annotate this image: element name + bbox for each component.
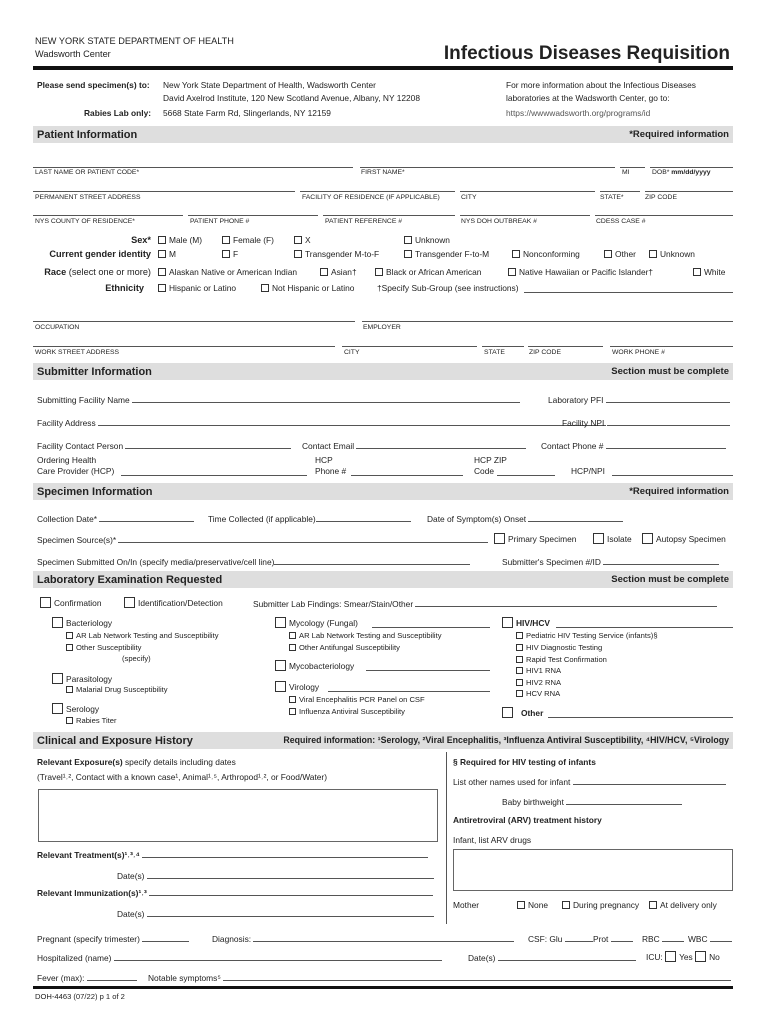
clinical-required-note: Required information: ¹Serology, ²Viral Encephalitis, ³Influenza Antiviral Susceptibility, ⁴HIV/HCV, ⁵Virology [283,735,729,745]
cdess-label: CDESS CASE # [596,218,646,225]
race-black[interactable]: Black or African American [375,268,481,276]
ordering-hcp-label2: Care Provider (HCP) [37,466,115,476]
bact-specify-label: (specify) [122,654,151,663]
work-street-label: WORK STREET ADDRESS [35,349,120,356]
exposure-box[interactable] [38,789,438,842]
exposure-label: Relevant Exposure(s) [37,757,123,767]
hiv-rapid-option[interactable]: Rapid Test Confirmation [516,656,607,664]
facility-residence-field[interactable] [300,191,455,192]
outbreak-label: NYS DOH OUTBREAK # [461,218,537,225]
immunization-label: Relevant Immunization(s)¹˒³ [37,888,147,898]
state-field[interactable] [600,191,640,192]
hcp-zip-field[interactable] [497,475,555,476]
race-native-american[interactable]: Alaskan Native or American Indian [158,268,297,276]
dob-field[interactable] [650,167,733,168]
first-name-label: FIRST NAME* [361,169,405,176]
pregnant-field[interactable] [142,934,189,942]
lab-pfi-label: Laboratory PFI [548,395,604,405]
header-rule [33,66,733,70]
send-line1: New York State Department of Health, Wadsworth Center [163,80,376,90]
mycology-line[interactable] [372,627,490,628]
mycobacteriology-line[interactable] [366,670,490,671]
primary-specimen-option[interactable]: Primary Specimen [494,533,576,544]
city-label: CITY [461,194,477,201]
icu-yes-option[interactable]: Yes [665,952,693,962]
sex-unknown[interactable]: Unknown [404,236,450,244]
findings-label: Submitter Lab Findings: Smear/Stain/Other [253,599,414,609]
submitter-id-field[interactable] [603,557,719,565]
contact-person-label: Facility Contact Person [37,441,124,451]
last-name-label: LAST NAME OR PATIENT CODE* [35,169,140,176]
arv-history-label: Antiretroviral (ARV) treatment history [453,815,602,825]
wbc-field[interactable] [710,934,732,942]
employer-field[interactable] [362,321,733,322]
mi-label: MI [622,169,630,176]
viro-encephalitis-option[interactable]: Viral Encephalitis PCR Panel on CSF [289,696,425,704]
confirmation-option[interactable]: Confirmation [40,597,101,608]
findings-field[interactable] [415,599,717,607]
street-label: PERMANENT STREET ADDRESS [35,194,141,201]
occupation-field[interactable] [33,321,355,322]
patient-required-note: *Required information [629,129,729,140]
serology-option[interactable]: Serology [52,703,99,714]
state-label: STATE* [600,194,624,201]
diagnosis-field[interactable] [253,934,514,942]
immunization-dates-label: Date(s) [117,909,145,919]
outbreak-field[interactable] [460,215,590,216]
gender-f[interactable]: F [222,250,238,258]
lab-pfi-field[interactable] [606,395,730,403]
hcp-npi-label: HCP/NPI [571,466,605,476]
race-hint: (select one or more) [68,267,151,277]
gender-label: Current gender identity [49,249,151,259]
work-zip-field[interactable] [528,346,603,347]
myco-other-option[interactable]: Other Antifungal Susceptibility [289,644,400,652]
subgroup-field[interactable] [524,292,733,293]
bacteriology-option[interactable]: Bacteriology [52,617,112,628]
cdess-field[interactable] [595,215,733,216]
identification-option[interactable]: Identification/Detection [124,597,223,608]
race-asian[interactable]: Asian† [320,268,357,276]
work-phone-label: WORK PHONE # [612,349,665,356]
rbc-label: RBC [642,934,660,944]
csf-glu-field[interactable] [565,934,593,942]
facility-npi-field[interactable] [607,418,730,426]
subgroup-label: †Specify Sub-Group (see instructions) [377,283,519,293]
gender-unknown[interactable]: Unknown [649,250,695,258]
employer-label: EMPLOYER [363,324,401,331]
work-city-field[interactable] [342,346,477,347]
submitted-in-field[interactable] [274,557,470,565]
county-label: NYS COUNTY OF RESIDENCE* [35,218,135,225]
submitter-required-note: Section must be complete [611,366,729,377]
hospitalized-label: Hospitalized (name) [37,953,112,963]
contact-phone-field[interactable] [606,441,726,449]
hosp-dates-label: Date(s) [468,953,496,963]
checkbox[interactable] [158,236,166,244]
specimen-section-title: Specimen Information [37,486,153,498]
time-collected-field[interactable] [316,514,411,522]
other-option[interactable]: Other [502,707,543,718]
hcp-phone-field[interactable] [351,475,463,476]
dept-name: NEW YORK STATE DEPARTMENT OF HEALTH [35,36,234,46]
fever-field[interactable] [87,973,137,981]
birthweight-label: Baby birthweight [502,797,564,807]
hiv-hcv-option[interactable]: HIV/HCV [502,617,550,628]
rbc-field[interactable] [662,934,684,942]
contact-email-field[interactable] [356,441,526,449]
clinical-divider [446,752,447,924]
treatment-dates-label: Date(s) [117,871,145,881]
patient-section-title: Patient Information [37,129,138,141]
rabies-label: Rabies Lab only: [84,108,152,118]
mother-delivery-option[interactable]: At delivery only [649,901,717,909]
exposure-examples: (Travel¹˒², Contact with a known case¹, Animal¹˒⁵, Arthropod¹˒², or Food/Water) [37,772,328,782]
prot-field[interactable] [611,934,633,942]
icu-label: ICU: [646,952,663,962]
zip-label: ZIP CODE [645,194,677,201]
viro-influenza-option[interactable]: Influenza Antiviral Susceptibility [289,708,405,716]
sex-x[interactable]: X [294,236,311,244]
hiv-infant-note: § Required for HIV testing of infants [453,757,596,767]
immunization-dates-field[interactable] [147,909,434,917]
clinical-section-title: Clinical and Exposure History [37,735,193,747]
facility-address-label: Facility Address [37,418,96,428]
treatment-dates-field[interactable] [147,871,434,879]
onset-field[interactable] [528,514,623,522]
race-pacific-islander[interactable]: Native Hawaiian or Pacific Islander† [508,268,653,276]
form-code: DOH-4463 (07/22) p 1 of 2 [35,992,125,1001]
hcp-zip-label2: Code [474,466,495,476]
facility-npi-label: Facility NPI [562,418,605,428]
bact-other-option[interactable]: Other Susceptibility [66,644,141,652]
treatment-field[interactable] [142,850,428,858]
other-names-field[interactable] [573,777,726,785]
occupation-label: OCCUPATION [35,324,80,331]
lab-required-note: Section must be complete [611,574,729,585]
work-phone-field[interactable] [610,346,733,347]
submitter-section-bar [33,363,733,380]
hosp-dates-field[interactable] [498,953,636,961]
pregnant-label: Pregnant (specify trimester) [37,934,140,944]
gender-trans-ftm[interactable]: Transgender F-to-M [404,250,489,258]
mycology-option[interactable]: Mycology (Fungal) [275,617,358,628]
immunization-field[interactable] [149,888,433,896]
info-line2: laboratories at the Wadsworth Center, go to: [506,93,670,103]
rabies-address: 5668 State Farm Rd, Slingerlands, NY 12159 [163,108,331,118]
hcp-zip-label1: HCP ZIP [474,455,507,465]
specimen-source-field[interactable] [118,535,488,543]
specimen-required-note: *Required information [629,486,729,497]
icu-no-option[interactable]: No [695,952,720,962]
street-field[interactable] [33,191,295,192]
ethnicity-label: Ethnicity [105,283,144,293]
collection-date-label: Collection Date* [37,514,98,524]
hcp-npi-field[interactable] [612,475,733,476]
virology-line[interactable] [328,691,490,692]
gender-trans-mtf[interactable]: Transgender M-to-F [294,250,379,258]
hcp-phone-label2: Phone # [315,466,347,476]
patient-phone-label: PATIENT PHONE # [190,218,250,225]
fever-label: Fever (max): [37,973,85,983]
diagnosis-label: Diagnosis: [212,934,252,944]
hiv-pediatric-option[interactable]: Pediatric HIV Testing Service (infants)§ [516,632,658,640]
sex-label: Sex* [131,235,151,245]
gender-other[interactable]: Other [604,250,636,258]
work-state-field[interactable] [482,346,524,347]
patient-ref-label: PATIENT REFERENCE # [325,218,403,225]
clinical-section-bar [33,732,733,749]
specimen-source-label: Specimen Source(s)* [37,535,117,545]
autopsy-option[interactable]: Autopsy Specimen [642,533,726,544]
dob-format: mm/dd/yyyy [671,169,711,176]
myco-ar-option[interactable]: AR Lab Network Testing and Susceptibility [289,632,442,640]
race-label: Race [44,267,67,277]
facility-address-field[interactable] [98,418,606,426]
hospitalized-field[interactable] [114,953,442,961]
zip-field[interactable] [645,191,733,192]
contact-phone-label: Contact Phone # [541,441,604,451]
hiv1-rna-option[interactable]: HIV1 RNA [516,667,561,675]
lab-section-title: Laboratory Examination Requested [37,574,223,586]
county-field[interactable] [33,215,183,216]
footer-rule [33,986,733,989]
dob-label: DOB* [652,169,670,176]
hiv-hcv-line[interactable] [556,627,733,628]
patient-phone-field[interactable] [188,215,318,216]
time-collected-label: Time Collected (if applicable) [208,514,316,524]
infant-arv-label: Infant, list ARV drugs [453,835,532,845]
mother-none-option[interactable]: None [517,901,548,909]
form-title: Infectious Diseases Requisition [443,43,730,64]
facility-residence-label: FACILITY OF RESIDENCE (IF APPLICABLE) [302,194,440,201]
hcp-phone-label1: HCP [315,455,333,465]
work-city-label: CITY [344,349,360,356]
center-name: Wadsworth Center [35,49,111,59]
race-white[interactable]: White [693,268,725,276]
mother-pregnancy-option[interactable]: During pregnancy [562,901,639,909]
onset-label: Date of Symptom(s) Onset [427,514,527,524]
facility-name-label: Submitting Facility Name [37,395,130,405]
csf-glu-label: CSF: Glu [528,934,563,944]
wbc-label: WBC [688,934,708,944]
birthweight-field[interactable] [566,797,682,805]
eth-not-hispanic[interactable]: Not Hispanic or Latino [261,284,354,292]
submitter-section-title: Submitter Information [37,366,152,378]
sex-female[interactable]: Female (F) [222,236,274,244]
collection-date-field[interactable] [99,514,194,522]
mi-field[interactable] [620,167,645,168]
specimen-section-bar [33,483,733,500]
info-line1: For more information about the Infectious Diseases [506,80,696,90]
isolate-option[interactable]: Isolate [593,533,632,544]
last-name-field[interactable] [33,167,353,168]
hiv2-rna-option[interactable]: HIV2 RNA [516,679,561,687]
patient-section-bar [33,126,733,143]
send-line2: David Axelrod Institute, 120 New Scotland Avenue, Albany, NY 12208 [163,93,420,103]
other-line[interactable] [548,717,733,718]
gender-nonconforming[interactable]: Nonconforming [512,250,580,258]
submitted-in-label: Specimen Submitted On/In (specify media/preservative/cell line) [37,557,275,567]
mother-label: Mother [453,900,480,910]
ordering-hcp-label1: Ordering Health [37,455,97,465]
notable-symptoms-field[interactable] [223,973,731,981]
ordering-hcp-field[interactable] [121,475,307,476]
work-street-field[interactable] [33,346,335,347]
prot-label: Prot [593,934,609,944]
exposure-hint: specify details including dates [124,757,236,767]
virology-option[interactable]: Virology [275,681,319,692]
patient-ref-field[interactable] [323,215,455,216]
hcv-rna-option[interactable]: HCV RNA [516,690,560,698]
contact-email-label: Contact Email [302,441,355,451]
submitter-id-label: Submitter's Specimen #/ID [502,557,601,567]
hiv-diagnostic-option[interactable]: HIV Diagnostic Testing [516,644,602,652]
notable-symptoms-label: Notable symptoms⁵ [148,973,221,983]
work-zip-label: ZIP CODE [529,349,561,356]
bact-ar-option[interactable]: AR Lab Network Testing and Susceptibility [66,632,219,640]
sex-male[interactable]: Male (M) [158,236,202,244]
facility-name-field[interactable] [132,395,520,403]
infant-arv-box[interactable] [453,849,733,891]
lab-section-bar [33,571,733,588]
contact-person-field[interactable] [125,441,291,449]
info-url[interactable]: https://wwwwadsworth.org/programs/id [506,108,651,118]
city-field[interactable] [460,191,595,192]
first-name-field[interactable] [360,167,615,168]
sero-rabies-option[interactable]: Rabies Titer [66,717,117,725]
other-names-label: List other names used for infant [453,777,571,787]
treatment-label: Relevant Treatment(s)¹˒³˒⁴ [37,850,140,860]
gender-m[interactable]: M [158,250,176,258]
eth-hispanic[interactable]: Hispanic or Latino [158,284,236,292]
mycobacteriology-option[interactable]: Mycobacteriology [275,660,354,671]
work-state-label: STATE [484,349,505,356]
para-malarial-option[interactable]: Malarial Drug Susceptibility [66,686,168,694]
send-label: Please send specimen(s) to: [37,80,150,90]
parasitology-option[interactable]: Parasitology [52,673,112,684]
